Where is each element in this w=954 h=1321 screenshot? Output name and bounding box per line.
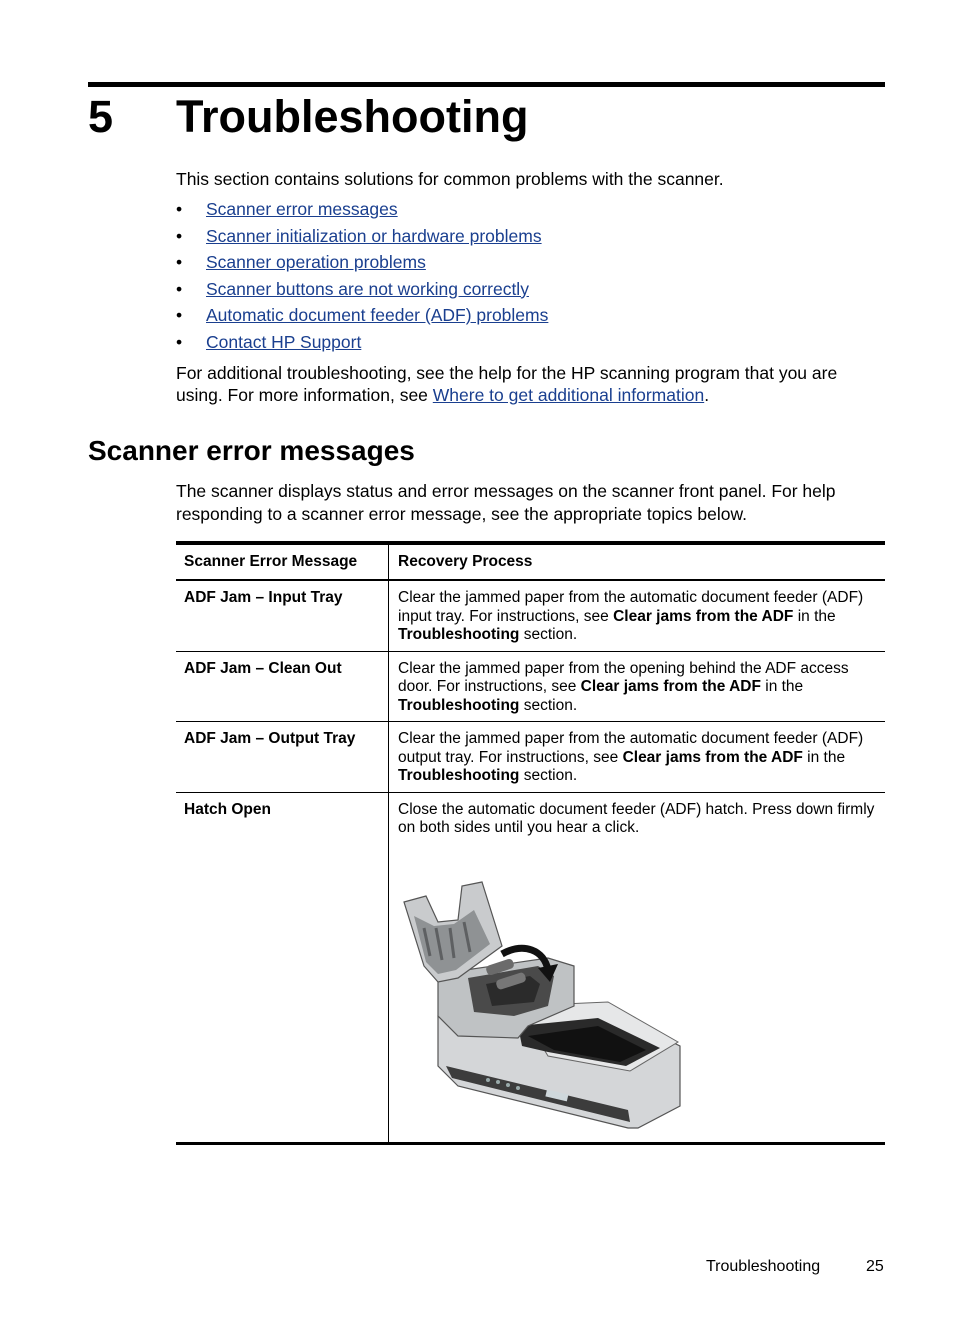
page-number: 25 [866,1258,884,1275]
recovery-cell [389,722,886,793]
chapter-heading [88,90,528,144]
recovery-text: in the [802,748,846,766]
topic-links-list [176,198,548,357]
recovery-text: Close the automatic document feeder (ADF) hatch. Press down firmly on both sides until you hear a click. [398,800,875,836]
bullet: • [176,331,183,352]
link-contact-hp-support[interactable]: Contact HP Support [206,331,362,352]
table-row [176,580,885,651]
bullet: • [176,278,183,299]
error-messages-table [176,541,885,1145]
bullet: • [176,225,183,246]
list-item [176,304,548,331]
scanner-hatch-illustration [398,866,688,1136]
intro-paragraph: This section contains solutions for common problems with the scanner. [176,169,724,189]
table-row [176,651,885,722]
section-title: Scanner error messages [88,435,415,466]
recovery-text: section. [519,626,578,643]
recovery-bold-section: Troubleshooting [398,767,520,784]
list-item [176,198,548,225]
recovery-bold-section: Troubleshooting [398,696,520,714]
error-message-cell: ADF Jam – Input Tray [176,580,389,651]
footer-section-label: Troubleshooting [706,1258,821,1275]
chapter-title: Troubleshooting [176,91,529,142]
recovery-text: in the [793,607,836,625]
recovery-text: Clear the jammed paper from the opening behind the ADF access door. For instructions, see [398,659,849,695]
column-header-message: Scanner Error Message [176,543,389,580]
bullet: • [176,252,183,272]
recovery-bold-ref: Clear jams from the ADF [613,607,794,625]
error-message-cell: ADF Jam – Output Tray [176,722,389,793]
error-message-cell: ADF Jam – Clean Out [176,651,389,722]
recovery-cell [389,792,886,1143]
recovery-bold-section: Troubleshooting [398,626,520,643]
link-operation-problems[interactable]: Scanner operation problems [206,252,426,272]
list-item [176,225,548,252]
period: . [704,385,710,405]
link-adf-problems[interactable]: Automatic document feeder (ADF) problems [206,305,549,325]
column-header-recovery: Recovery Process [389,543,886,580]
additional-troubleshooting-paragraph [176,362,885,406]
recovery-text: section. [519,696,578,714]
table-header-row [176,543,885,580]
additional-text: For additional troubleshooting, see the help for the HP scanning program that you are using. For more information, see [176,363,838,405]
recovery-text: in the [760,678,804,695]
recovery-cell [389,580,886,651]
link-additional-information[interactable]: Where to get additional information [432,385,705,405]
link-buttons-not-working[interactable]: Scanner buttons are not working correctly [206,278,529,299]
chapter-rule [88,82,885,87]
link-scanner-error-messages[interactable]: Scanner error messages [206,199,398,219]
list-item [176,278,548,305]
recovery-text: Clear the jammed paper from the automatic document feeder (ADF) input tray. For instructions, see [398,589,864,625]
error-message-cell: Hatch Open [176,792,389,1143]
bullet: • [176,199,183,219]
recovery-text: section. [519,767,578,784]
recovery-cell [389,651,886,722]
bullet: • [176,305,183,325]
section-body: The scanner displays status and error messages on the scanner front panel. For help responding to a scanner error message, see the appropriate topics below. [176,481,836,524]
chapter-number: 5 [88,91,114,142]
table-row [176,722,885,793]
recovery-text: Clear the jammed paper from the automatic document feeder (ADF) output tray. For instructions, see [398,730,864,766]
link-initialization-hardware-problems[interactable]: Scanner initialization or hardware problems [206,225,542,246]
recovery-bold-ref: Clear jams from the ADF [580,678,761,695]
list-item [176,251,548,278]
recovery-bold-ref: Clear jams from the ADF [622,748,803,766]
table-row [176,792,885,1143]
list-item [176,331,548,358]
